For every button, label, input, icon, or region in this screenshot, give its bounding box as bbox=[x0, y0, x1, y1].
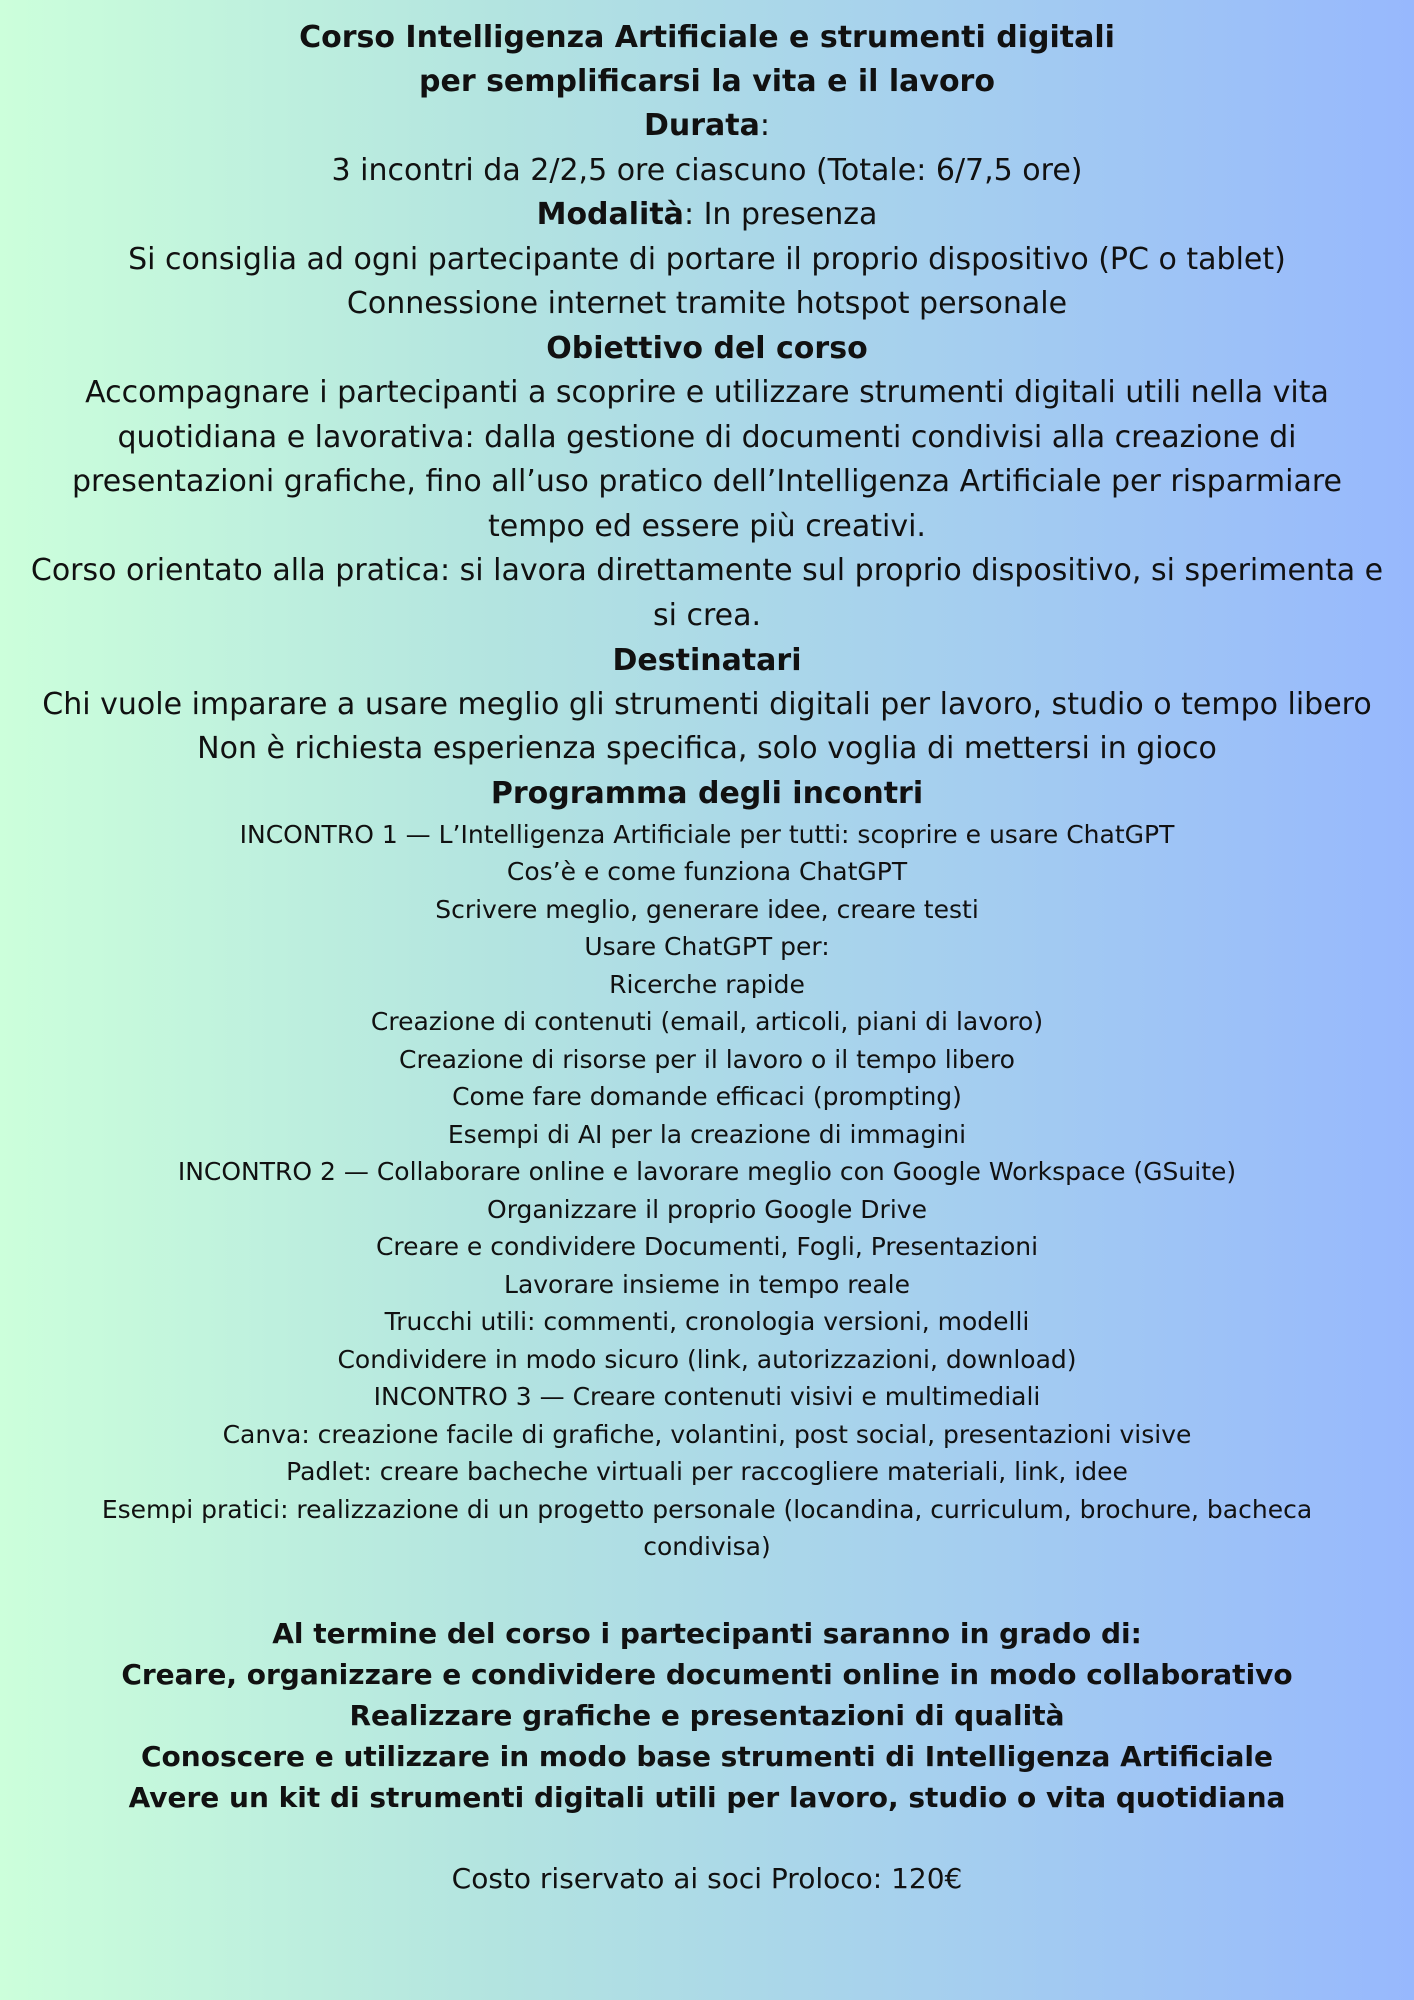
durata-label: Durata bbox=[644, 108, 760, 143]
programma-line: Padlet: creare bacheche virtuali per raccogliere materiali, link, idee bbox=[286, 1457, 1128, 1487]
modalita-connection-note: Connessione internet tramite hotspot personale bbox=[346, 286, 1068, 322]
cost-line: Costo riservato ai soci Proloco: 120€ bbox=[451, 1861, 963, 1895]
modalita-device-note: Si consiglia ad ogni partecipante di portare il proprio dispositivo (PC o tablet) bbox=[128, 241, 1286, 277]
programma-line: INCONTRO 3 — Creare contenuti visivi e multimediali bbox=[373, 1382, 1041, 1412]
risultati-item: Avere un kit di strumenti digitali utili per lavoro, studio o vita quotidiana bbox=[128, 1780, 1286, 1814]
title-line-2: per semplificarsi la vita e il lavoro bbox=[419, 64, 995, 99]
destinatari-line-1: Chi vuole imparare a usare meglio gli strumenti digitali per lavoro, studio o tempo libero bbox=[42, 686, 1372, 722]
programma-line: Usare ChatGPT per: bbox=[584, 932, 830, 962]
destinatari-heading: Destinatari bbox=[612, 642, 802, 678]
programma-line: Trucchi utili: commenti, cronologia versioni, modelli bbox=[384, 1307, 1030, 1337]
programma-line: Ricerche rapide bbox=[609, 969, 805, 999]
programma-line: Come fare domande efficaci (prompting) bbox=[452, 1082, 962, 1112]
programma-line: Esempi di AI per la creazione di immagini bbox=[447, 1119, 967, 1149]
programma-line: Cos’è e come funziona ChatGPT bbox=[506, 857, 908, 887]
risultati-item: Realizzare grafiche e presentazioni di qualità bbox=[349, 1698, 1065, 1732]
programma-line: Condividere in modo sicuro (link, autorizzazioni, download) bbox=[337, 1344, 1077, 1374]
durata-label-line bbox=[24, 104, 1390, 149]
modalita-value: : In presenza bbox=[683, 197, 878, 233]
obiettivo-paragraph-2: Corso orientato alla pratica: si lavora direttamente sul proprio dispositivo, si sperimenta e si crea. bbox=[30, 553, 1384, 633]
programma-last-item: Esempi pratici: realizzazione di un progetto personale (locandina, curriculum, brochure, bacheca condivisa) bbox=[101, 1494, 1313, 1562]
programma-line: Lavorare insieme in tempo reale bbox=[504, 1269, 910, 1299]
programma-list bbox=[24, 816, 1390, 1566]
spacer bbox=[24, 1566, 1390, 1613]
durata-text: 3 incontri da 2/2,5 ore ciascuno (Totale: 6/7,5 ore) bbox=[331, 152, 1083, 188]
destinatari-line-2: Non è richiesta esperienza specifica, solo voglia di mettersi in gioco bbox=[197, 731, 1217, 767]
programma-heading: Programma degli incontri bbox=[490, 775, 924, 811]
programma-line: Creazione di risorse per il lavoro o il tempo libero bbox=[399, 1044, 1015, 1074]
risultati-item: Conoscere e utilizzare in modo base strumenti di Intelligenza Artificiale bbox=[140, 1739, 1274, 1773]
title-line-1: Corso Intelligenza Artificiale e strumenti digitali bbox=[299, 20, 1115, 55]
programma-line: Organizzare il proprio Google Drive bbox=[487, 1194, 927, 1224]
modalita-label: Modalità bbox=[536, 197, 684, 233]
obiettivo-paragraph-1: Accompagnare i partecipanti a scoprire e utilizzare strumenti digitali utili nella vita quotidiana e lavorativa: dalla gestione di documenti condivisi alla creazione di presentazioni grafiche, fino all’uso pratico dell’Intelligenza Artificiale per risparmiare tempo ed essere più creativi. bbox=[72, 374, 1342, 544]
spacer bbox=[24, 1818, 1390, 1859]
risultati-item: Creare, organizzare e condividere documenti online in modo collaborativo bbox=[121, 1657, 1293, 1691]
modalita-line bbox=[24, 193, 1390, 238]
programma-line: Canva: creazione facile di grafiche, volantini, post social, presentazioni visive bbox=[222, 1419, 1192, 1449]
programma-line: Scrivere meglio, generare idee, creare testi bbox=[435, 894, 979, 924]
programma-line: Creare e condividere Documenti, Fogli, Presentazioni bbox=[375, 1232, 1039, 1262]
programma-line: Creazione di contenuti (email, articoli, piani di lavoro) bbox=[370, 1007, 1044, 1037]
programma-line: INCONTRO 1 — L’Intelligenza Artificiale per tutti: scoprire e usare ChatGPT bbox=[239, 819, 1175, 849]
durata-colon: : bbox=[759, 108, 770, 143]
programma-line: INCONTRO 2 — Collaborare online e lavorare meglio con Google Workspace (GSuite) bbox=[177, 1157, 1237, 1187]
risultati-heading: Al termine del corso i partecipanti saranno in grado di: bbox=[272, 1616, 1142, 1650]
obiettivo-heading: Obiettivo del corso bbox=[546, 330, 868, 366]
